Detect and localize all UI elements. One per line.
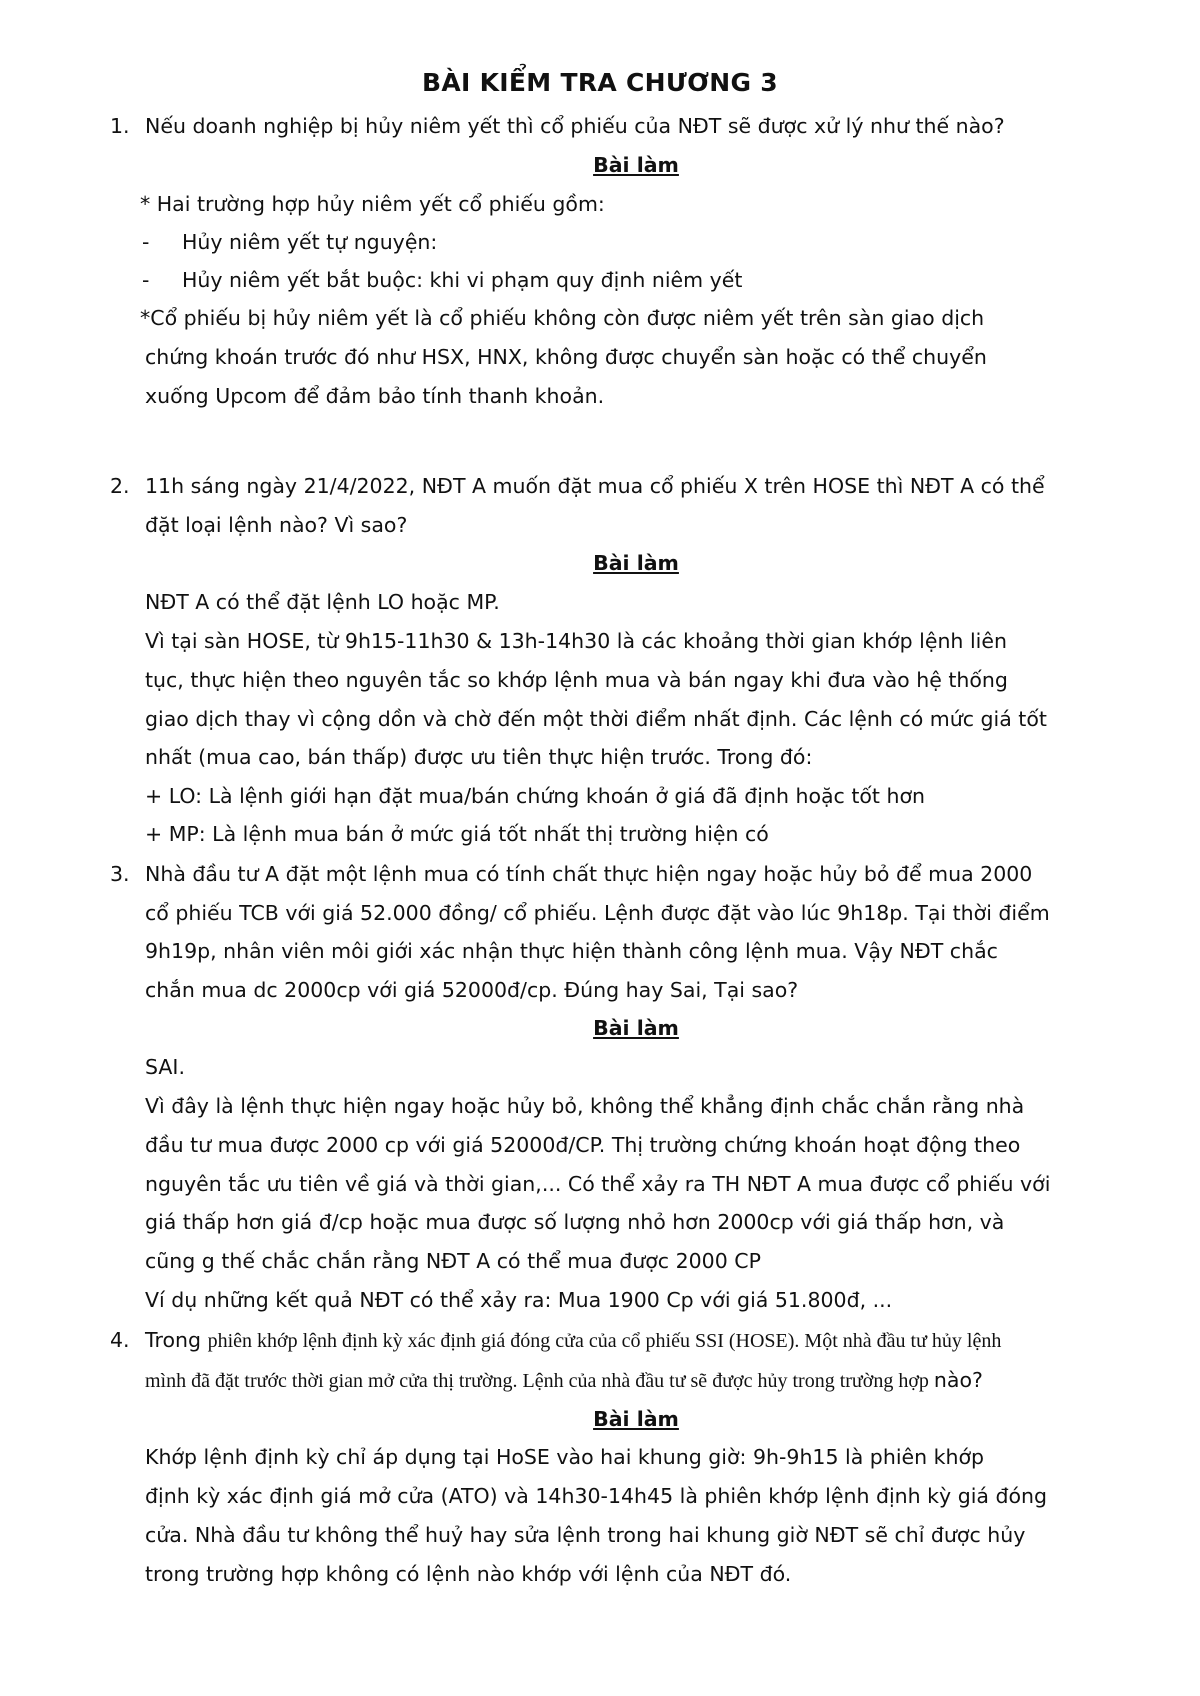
question-text: 11h sáng ngày 21/4/2022, NĐT A muốn đặt mua cổ phiếu X trên HOSE thì NĐT A có thể <box>145 474 1045 498</box>
answer-heading: Bài làm <box>593 551 679 575</box>
question-text: Nhà đầu tư A đặt một lệnh mua có tính chất thực hiện ngay hoặc hủy bỏ để mua 2000 <box>145 862 1033 886</box>
bullet-text: Hủy niêm yết bắt buộc: khi vi phạm quy định niêm yết <box>182 268 743 292</box>
answer-line: Vì đây là lệnh thực hiện ngay hoặc hủy bỏ, không thể khẳng định chắc chắn rằng nhà <box>145 1094 1025 1118</box>
answer-line: * Hai trường hợp hủy niêm yết cổ phiếu gồm: <box>140 192 605 216</box>
answer-heading: Bài làm <box>593 1407 679 1431</box>
question-number: 4. <box>110 1328 130 1352</box>
question-text: Nếu doanh nghiệp bị hủy niêm yết thì cổ phiếu của NĐT sẽ được xử lý như thế nào? <box>145 114 1005 138</box>
question-number: 2. <box>110 474 130 498</box>
question-text: đặt loại lệnh nào? Vì sao? <box>145 513 408 537</box>
answer-line: định kỳ xác định giá mở cửa (ATO) và 14h30-14h45 là phiên khớp lệnh định kỳ giá đóng <box>145 1484 1048 1508</box>
answer-line: đầu tư mua được 2000 cp với giá 52000đ/CP. Thị trường chứng khoán hoạt động theo <box>145 1133 1021 1157</box>
answer-line: cũng g thế chắc chắn rằng NĐT A có thể mua được 2000 CP <box>145 1249 761 1273</box>
question-text: 9h19p, nhân viên môi giới xác nhận thực hiện thành công lệnh mua. Vậy NĐT chắc <box>145 939 998 963</box>
question-number: 3. <box>110 862 130 886</box>
answer-line: SAI. <box>145 1055 185 1079</box>
question-text: cổ phiếu TCB với giá 52.000 đồng/ cổ phiếu. Lệnh được đặt vào lúc 9h18p. Tại thời điểm <box>145 901 1050 925</box>
answer-line: Vì tại sàn HOSE, từ 9h15-11h30 & 13h-14h30 là các khoảng thời gian khớp lệnh liên <box>145 629 1007 653</box>
answer-heading: Bài làm <box>593 1016 679 1040</box>
answer-line: + MP: Là lệnh mua bán ở mức giá tốt nhất thị trường hiện có <box>145 822 769 846</box>
answer-line: Khớp lệnh định kỳ chỉ áp dụng tại HoSE vào hai khung giờ: 9h-9h15 là phiên khớp <box>145 1445 985 1469</box>
answer-line: + LO: Là lệnh giới hạn đặt mua/bán chứng khoán ở giá đã định hoặc tốt hơn <box>145 784 926 808</box>
answer-line: Ví dụ những kết quả NĐT có thể xảy ra: Mua 1900 Cp với giá 51.800đ, ... <box>145 1288 893 1312</box>
answer-line: NĐT A có thể đặt lệnh LO hoặc MP. <box>145 590 500 614</box>
answer-line: nhất (mua cao, bán thấp) được ưu tiên thực hiện trước. Trong đó: <box>145 745 813 769</box>
answer-line: giá thấp hơn giá đ/cp hoặc mua được số lượng nhỏ hơn 2000cp với giá thấp hơn, và <box>145 1210 1005 1234</box>
page-title: BÀI KIỂM TRA CHƯƠNG 3 <box>422 68 778 97</box>
question-text-serif: mình đã đặt trước thời gian mở cửa thị trường. Lệnh của nhà đầu tư sẽ được hủy trong trường hợp <box>145 1370 934 1392</box>
question-tail: nào? <box>933 1368 983 1392</box>
question-text: chắn mua dc 2000cp với giá 52000đ/cp. Đúng hay Sai, Tại sao? <box>145 978 799 1002</box>
answer-line: giao dịch thay vì cộng dồn và chờ đến một thời điểm nhất định. Các lệnh có mức giá tốt <box>145 707 1047 731</box>
bullet-marker: - <box>142 230 150 254</box>
question-text-serif: phiên khớp lệnh định kỳ xác định giá đóng cửa của cổ phiếu SSI (HOSE). Một nhà đầu tư hủy lệnh <box>207 1330 1002 1352</box>
question-lead: Trong <box>145 1328 208 1352</box>
question-number: 1. <box>110 114 130 138</box>
answer-line: *Cổ phiếu bị hủy niêm yết là cổ phiếu không còn được niêm yết trên sàn giao dịch <box>140 306 985 330</box>
answer-line: trong trường hợp không có lệnh nào khớp với lệnh của NĐT đó. <box>145 1562 792 1586</box>
answer-line: xuống Upcom để đảm bảo tính thanh khoản. <box>145 384 605 408</box>
answer-line: chứng khoán trước đó như HSX, HNX, không được chuyển sàn hoặc có thể chuyển <box>145 345 987 369</box>
bullet-marker: - <box>142 268 150 292</box>
question-text <box>145 1370 983 1391</box>
question-text <box>145 1330 1001 1351</box>
answer-line: cửa. Nhà đầu tư không thể huỷ hay sửa lệnh trong hai khung giờ NĐT sẽ chỉ được hủy <box>145 1523 1026 1547</box>
bullet-text: Hủy niêm yết tự nguyện: <box>182 230 438 254</box>
answer-heading: Bài làm <box>593 153 679 177</box>
answer-line: nguyên tắc ưu tiên về giá và thời gian,... Có thể xảy ra TH NĐT A mua được cổ phiếu với <box>145 1172 1051 1196</box>
answer-line: tục, thực hiện theo nguyên tắc so khớp lệnh mua và bán ngay khi đưa vào hệ thống <box>145 668 1008 692</box>
